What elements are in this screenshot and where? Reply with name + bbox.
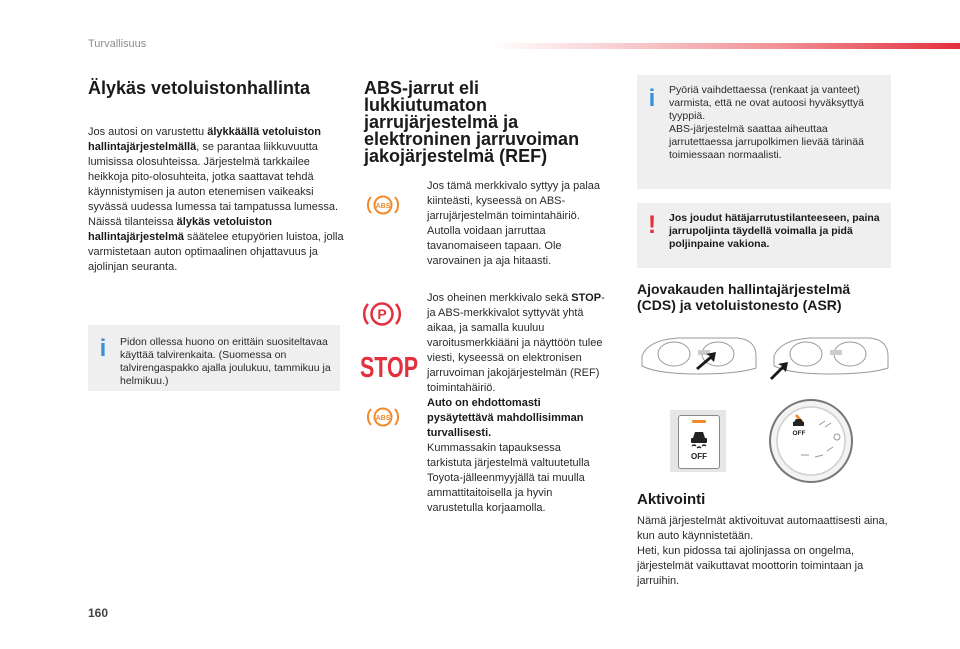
paragraph-traction-control: Jos autosi on varustettu älykkäällä vetoluiston hallintajärjestelmällä, se parantaa liikkuvuutta lumisissa olosuhteissa. Järjestelmä tarkkailee heikkoja pito-olosuhteita, jotka saattavat tehdä käynnistymisen ja auton etenemisen vaikeaksi syvässä uudessa lumessa tai tampatussa lumessa. Näissä tilanteissa älykäs vetoluiston hallintajärjestelmä säätelee etupyörien luistoa, jolla varmistetaan auton optimaalinen ohjattavuus ja ajolinjan seuranta. xyxy=(88,126,344,273)
traction-control-button-panel xyxy=(670,410,726,472)
info-icon: i xyxy=(648,85,656,112)
warning-icon: ! xyxy=(647,211,657,239)
abs-warning-icon xyxy=(364,190,402,220)
paragraph-ref-warning: Jos oheinen merkkivalo sekä STOP- ja ABS-merkkivalot syttyvät yhtä aikaa, ja samalla kuuluu varoitusmerkkiääni ja näyttöön tulee viesti, kyseessä on elektronisen jarruvoiman jakojärjestelmän (REF) toimintahäiriö. Auto on ehdottomasti pysäytettävä mahdollisimman turvallisesti. Kummassakin tapauksessa tarkistuta järjestelmä valtuutetulla Toyota-jälleenmyyjällä tai muulla ammattitaitoisella ja hyvin varustetulla korjaamolla. xyxy=(427,292,605,514)
paragraph-abs-warning: Jos tämä merkkivalo syttyy ja palaa kiinteästi, kyseessä on ABS-jarrujärjestelmän toimintahäiriö. Autolla voidaan jarruttaa tavanomaiseen tapaan. Ole varovainen ja aja hitaasti. xyxy=(427,180,601,267)
title-abs-ref: ABS-jarrut eli lukkiutumaton jarrujärjestelmä ja elektroninen jarruvoiman jakojärjestelmä (REF) xyxy=(364,78,580,166)
paragraph-activation: Nämä järjestelmät aktivoituvat automaattisesti aina, kun auto käynnistetään. Heti, kun pidossa tai ajolinjassa on ongelma, järjestelmät vaikuttavat moottorin toimintaan ja jarruihin. xyxy=(637,515,888,587)
info-icon: i xyxy=(99,335,107,362)
section-label: Turvallisuus xyxy=(88,38,147,50)
info-box-text: Pyöriä vaihdettaessa (renkaat ja vanteet) varmista, että ne ovat autoosi hyväksyttyä tyyppiä. ABS-järjestelmä saattaa aiheuttaa jarrutettaessa jarrupolkimen lievää tärinää toimiessaan normaalisti. xyxy=(669,84,864,161)
warning-box-emergency-braking xyxy=(637,203,891,268)
p-icon-label: P xyxy=(377,306,387,322)
abs-icon-label: ABS xyxy=(375,203,391,210)
title-activation: Aktivointi xyxy=(637,491,706,508)
button-off-label: OFF xyxy=(691,452,707,461)
abs-warning-icon-2 xyxy=(364,402,402,432)
dial-off-label: OFF xyxy=(792,430,806,437)
parking-brake-warning-icon xyxy=(362,297,402,331)
page-number: 160 xyxy=(88,606,109,620)
traction-control-off-button[interactable] xyxy=(678,415,720,469)
drive-mode-dial[interactable] xyxy=(763,397,859,485)
warning-box-text: Jos joudut hätäjarrutustilanteeseen, paina jarrupoljinta täydellä voimalla ja pidä poljinpaine vakiona. xyxy=(669,212,880,250)
info-box-winter-tyres xyxy=(88,325,340,391)
stop-warning-icon xyxy=(359,350,419,382)
title-cds-asr: Ajovakauden hallintajärjestelmä (CDS) ja vetoluistonesto (ASR) xyxy=(637,281,851,313)
header-accent-bar xyxy=(490,43,960,49)
abs-icon-label-2: ABS xyxy=(375,415,391,422)
button-indicator-led xyxy=(692,420,706,423)
skidding-car-icon xyxy=(688,428,710,450)
dashboard-illustration xyxy=(638,332,892,384)
info-box-wheels-abs xyxy=(637,75,891,189)
title-traction-control: Älykäs vetoluistonhallinta xyxy=(88,78,311,98)
info-box-text: Pidon ollessa huono on erittäin suositeltavaa käyttää talvirenkaita. (Suomessa on talvirengaspakko ajalla joulukuu, tammikuu ja helmikuu.) xyxy=(120,336,331,387)
stop-icon-label: STOP xyxy=(360,352,418,384)
